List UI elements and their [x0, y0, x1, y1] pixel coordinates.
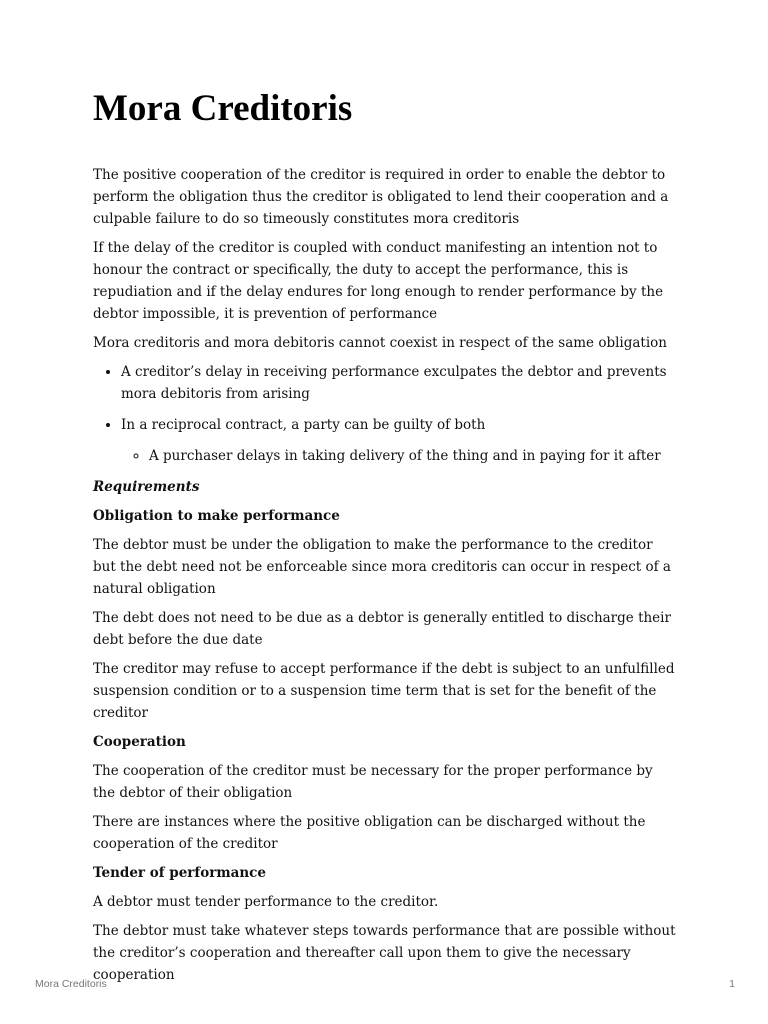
page-number: 1	[729, 978, 735, 990]
requirements-label: Requirements	[93, 479, 200, 495]
bullet-list	[93, 361, 679, 467]
section-paragraph: The creditor may refuse to accept performance if the debt is subject to an unfulfilled suspension condition or to a suspension time term that is set for the benefit of the creditor	[93, 661, 675, 721]
page-footer	[35, 978, 735, 990]
section-paragraph: The debtor must be under the obligation to make the performance to the creditor but the debt need not be enforceable since mora creditoris can occur in respect of a natural obligation	[93, 537, 671, 597]
section-paragraph: The debtor must take whatever steps towards performance that are possible without the creditor’s cooperation and thereafter call upon them to give the necessary cooperation	[93, 923, 676, 983]
section-heading-tender: Tender of performance	[93, 865, 266, 881]
section-heading-cooperation: Cooperation	[93, 734, 186, 750]
list-item-text: A creditor’s delay in receiving performance exculpates the debtor and prevents mora debitoris from arising	[121, 364, 667, 402]
list-item	[121, 414, 679, 467]
section-paragraph: A debtor must tender performance to the creditor.	[93, 894, 439, 910]
section-paragraph: The debt does not need to be due as a debtor is generally entitled to discharge their debt before the due date	[93, 610, 671, 648]
footer-title: Mora Creditoris	[35, 978, 107, 990]
sub-list-item	[149, 445, 679, 467]
page-title: Mora Creditoris	[93, 88, 353, 129]
intro-paragraph-3: Mora creditoris and mora debitoris cannot coexist in respect of the same obligation	[93, 335, 667, 351]
sub-list-item-text: A purchaser delays in taking delivery of the thing and in paying for it after	[149, 448, 661, 464]
document-page	[93, 84, 679, 993]
list-item	[121, 361, 679, 405]
section-paragraph: There are instances where the positive obligation can be discharged without the cooperation of the creditor	[93, 814, 646, 852]
section-heading-obligation: Obligation to make performance	[93, 508, 340, 524]
sub-bullet-list	[121, 445, 679, 467]
intro-paragraph-1: The positive cooperation of the creditor is required in order to enable the debtor to perform the obligation thus the creditor is obligated to lend their cooperation and a culpable failure to do so timeously constitutes mora creditoris	[93, 167, 669, 227]
list-item-text: In a reciprocal contract, a party can be guilty of both	[121, 417, 486, 433]
section-paragraph: The cooperation of the creditor must be necessary for the proper performance by the debtor of their obligation	[93, 763, 653, 801]
intro-paragraph-2: If the delay of the creditor is coupled with conduct manifesting an intention not to honour the contract or specifically, the duty to accept the performance, this is repudiation and if the delay endures for long enough to render performance by the debtor impossible, it is prevention of performance	[93, 240, 664, 322]
